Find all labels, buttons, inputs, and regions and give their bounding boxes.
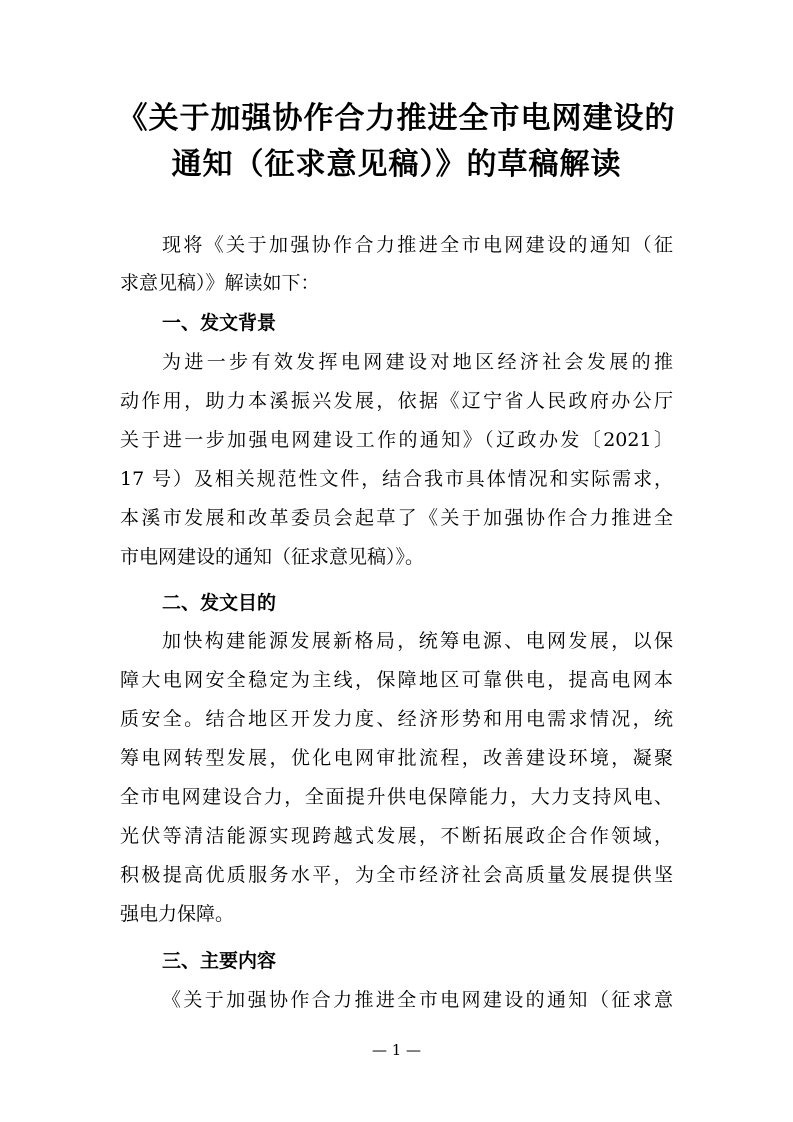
page-number: — 1 — — [371, 1041, 422, 1059]
intro-line-2: 求意见稿）》解读如下： — [120, 272, 320, 294]
paragraph-line: 全市电网建设合力，全面提升供电保障能力，大力支持风电、 — [120, 786, 673, 808]
paragraph-line: 光伏等清洁能源实现跨越式发展，不断拓展政企合作领域， — [120, 825, 673, 847]
paragraph-line: 17 号）及相关规范性文件，结合我市具体情况和实际需求， — [120, 468, 673, 490]
paragraph-line: 动作用，助力本溪振兴发展，依据《辽宁省人民政府办公厅 — [120, 390, 673, 412]
section-heading-background: 一、发文背景 — [162, 312, 277, 334]
paragraph-line: 本溪市发展和改革委员会起草了《关于加强协作合力推进全 — [120, 507, 673, 529]
paragraph-line: 筹电网转型发展，优化电网审批流程，改善建设环境，凝聚 — [120, 747, 673, 769]
section-heading-main-content: 三、主要内容 — [162, 950, 277, 972]
intro-line-1: 现将《关于加强协作合力推进全市电网建设的通知（征 — [162, 234, 673, 256]
paragraph-line: 为进一步有效发挥电网建设对地区经济社会发展的推 — [162, 351, 673, 373]
section-heading-purpose: 二、发文目的 — [162, 592, 277, 614]
paragraph-line: 关于进一步加强电网建设工作的通知》（辽政办发〔2021〕 — [120, 429, 673, 451]
paragraph-line: 加快构建能源发展新格局，统筹电源、电网发展，以保 — [162, 630, 673, 652]
paragraph-line: 积极提高优质服务水平，为全市经济社会高质量发展提供坚 — [120, 864, 673, 886]
paragraph-line: 质安全。结合地区开发力度、经济形势和用电需求情况，统 — [120, 708, 673, 730]
paragraph-line: 市电网建设的通知（征求意见稿）》。 — [120, 546, 425, 568]
document-title-line-2: 通知（征求意见稿）》的草稿解读 — [171, 147, 622, 182]
paragraph-line: 强电力保障。 — [120, 903, 235, 925]
document-title-line-1: 《关于加强协作合力推进全市电网建设的 — [117, 101, 676, 136]
paragraph-line: 障大电网安全稳定为主线，保障地区可靠供电，提高电网本 — [120, 669, 673, 691]
paragraph-line: 《关于加强协作合力推进全市电网建设的通知（征求意 — [162, 989, 673, 1011]
